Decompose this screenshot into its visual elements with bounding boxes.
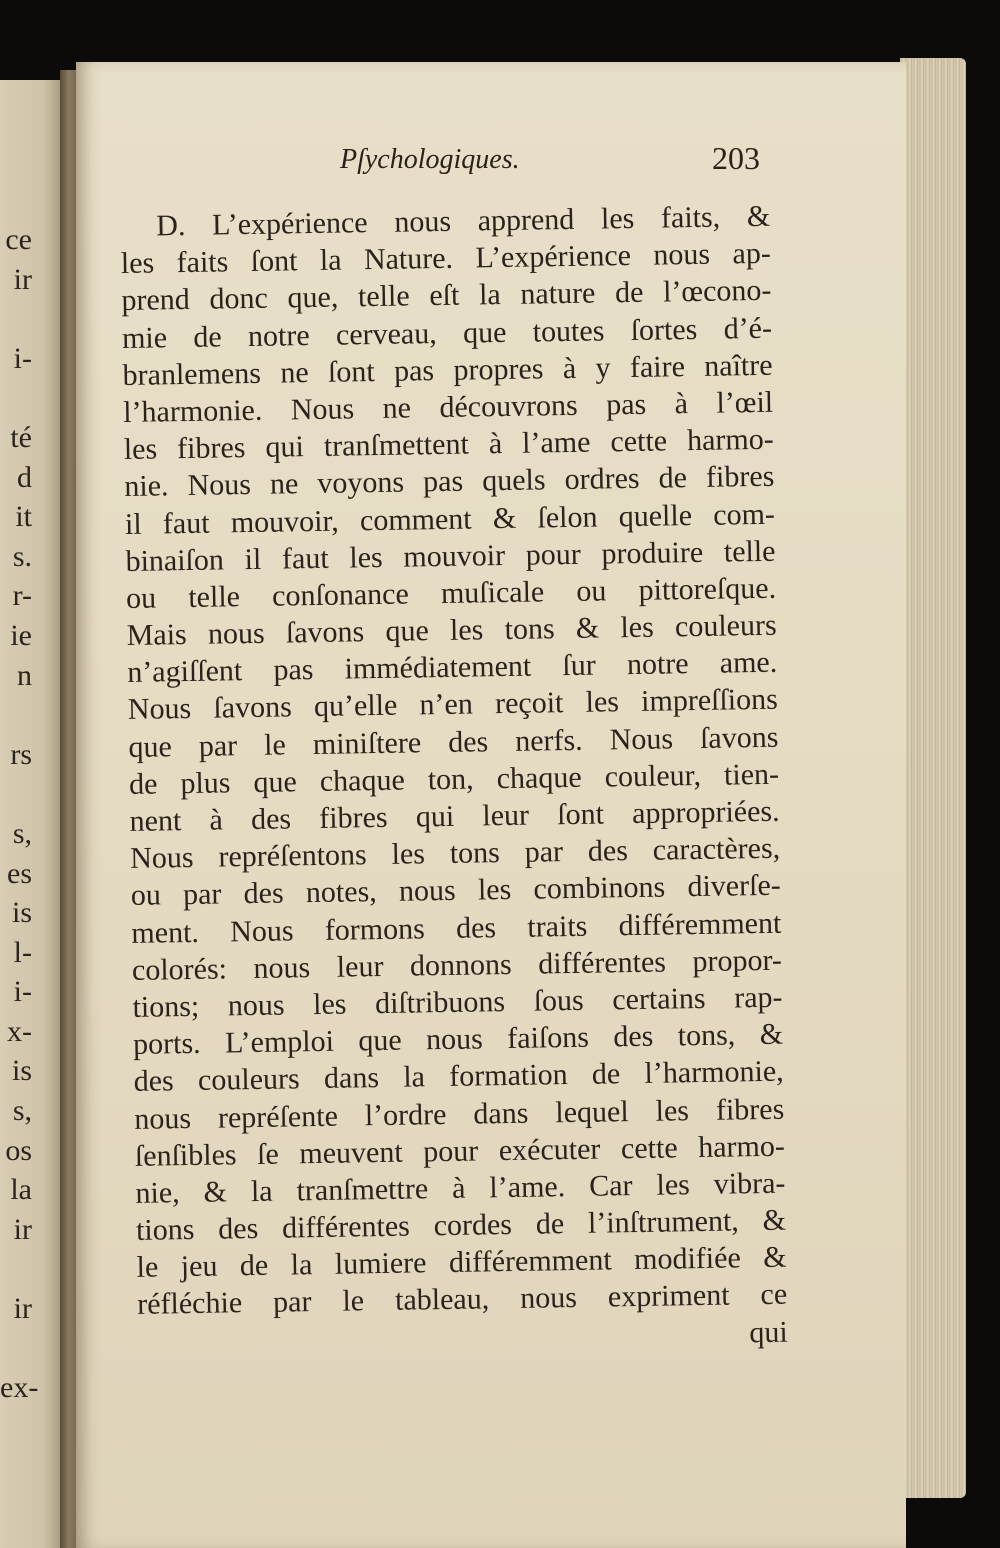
text-line: Mais nous ſavons que les tons & les couleurs: [126, 608, 777, 653]
text-line: mie de notre cerveau, que toutes ſortes d’é-: [121, 311, 773, 355]
left-page-fragment: es: [7, 856, 32, 890]
running-title: Pſychologiques.: [340, 144, 520, 175]
text-line: binaiſon il faut les mouvoir pour produire telle: [125, 534, 776, 578]
left-page-fragment: [0, 774, 32, 814]
text-line: Nous ſavons qu’elle n’en reçoit les impreſſions: [127, 683, 779, 727]
left-page-fragment: ex-: [0, 1371, 39, 1405]
left-page-fragment: i-: [13, 975, 32, 1009]
left-page-text-fragments: [0, 220, 39, 1408]
text-line: ment. Nous formons des traits différemment: [131, 906, 782, 950]
left-page-fragment: it: [15, 500, 32, 534]
left-page-fragment: d: [17, 460, 32, 494]
left-page-fragment: r-: [12, 579, 32, 613]
text-line: Nous repréſentons les tons par des caractères,: [129, 831, 781, 876]
text-line: nie, & la tranſmettre à l’ame. Car les vibra-: [135, 1166, 786, 1210]
left-page-fragment: ie: [10, 618, 32, 652]
catchword: qui: [749, 1315, 788, 1349]
left-page-fragment: i-: [13, 341, 32, 375]
text-line: de plus que chaque ton, chaque couleur, tien-: [128, 757, 780, 801]
left-page-fragment: la: [10, 1173, 32, 1207]
left-page-fragment: [0, 299, 32, 339]
left-page-fragment: l-: [13, 935, 32, 969]
left-page-fragment: [0, 695, 32, 735]
left-page-fragment: ir: [13, 1292, 32, 1326]
text-line: tions; nous les diſtribuons ſous certains rap-: [132, 980, 783, 1024]
running-head: [340, 140, 780, 186]
left-page-fragment: s,: [12, 1094, 32, 1128]
left-page-fragment: s,: [12, 816, 32, 850]
text-line: ou telle conſonance muſicale ou pittoreſque.: [125, 571, 777, 615]
left-page-fragment: [0, 1329, 32, 1369]
left-page-fragment: x-: [7, 1014, 32, 1048]
page-number: 203: [712, 140, 760, 176]
text-line: n’agiſſent pas immédiatement ſur notre ame.: [127, 645, 778, 690]
left-page-fragment: ce: [5, 223, 32, 256]
text-line: ſenſibles ſe meuvent pour exécuter cette harmo-: [134, 1129, 786, 1173]
text-line: il faut mouvoir, comment & ſelon quelle com-: [124, 497, 776, 541]
text-line: D. L’expérience nous apprend les faits, &: [156, 199, 771, 243]
text-line: que par le miniſtere des nerfs. Nous ſavons: [128, 720, 779, 764]
text-line: ports. L’emploi que nous faiſons des tons, &: [132, 1017, 784, 1062]
text-line: nous repréſente l’ordre dans lequel les fibres: [134, 1092, 785, 1136]
text-line: nie. Nous ne voyons pas quels ordres de fibres: [124, 460, 775, 504]
text-line: ou par des notes, nous les combinons diverſe-: [130, 869, 781, 913]
text-line: colorés: nous leur donnons différentes propor-: [131, 943, 783, 987]
left-page-fragment: [0, 378, 32, 418]
text-line: prend donc que, telle eſt la nature de l’œcono-: [121, 274, 772, 318]
text-line: des couleurs dans la formation de l’harmonie,: [133, 1054, 784, 1099]
text-line: l’harmonie. Nous ne découvrons pas à l’œil: [122, 385, 774, 429]
left-page-fragment: s.: [12, 539, 32, 573]
text-line: les faits ſont la Nature. L’expérience nous ap-: [120, 236, 772, 281]
left-page-fragment: is: [11, 896, 32, 930]
text-line: nent à des fibres qui leur ſont appropriées.: [129, 794, 780, 838]
left-page-fragment: rs: [10, 737, 32, 771]
left-page-fragment: [0, 1249, 32, 1289]
left-page-fragment: os: [5, 1133, 32, 1167]
text-line: le jeu de la lumiere différemment modifiée &: [136, 1240, 787, 1285]
body-text: [120, 198, 788, 1361]
left-page-fragment: is: [11, 1054, 32, 1088]
text-line: les fibres qui tranſmettent à l’ame cette harmo-: [123, 422, 774, 467]
left-page-fragment: ir: [13, 262, 32, 296]
left-page-fragment: té: [10, 420, 32, 454]
text-line: réfléchie par le tableau, nous expriment ce: [136, 1278, 788, 1322]
text-line: branlemens ne ſont pas propres à y faire naître: [122, 348, 773, 392]
left-page-fragment: n: [17, 658, 32, 692]
page-edges: [900, 58, 966, 1498]
left-page-fragment: ir: [13, 1212, 32, 1246]
text-line: tions des différentes cordes de l’inſtrument, &: [135, 1203, 787, 1247]
left-page-edge: [0, 80, 62, 1548]
